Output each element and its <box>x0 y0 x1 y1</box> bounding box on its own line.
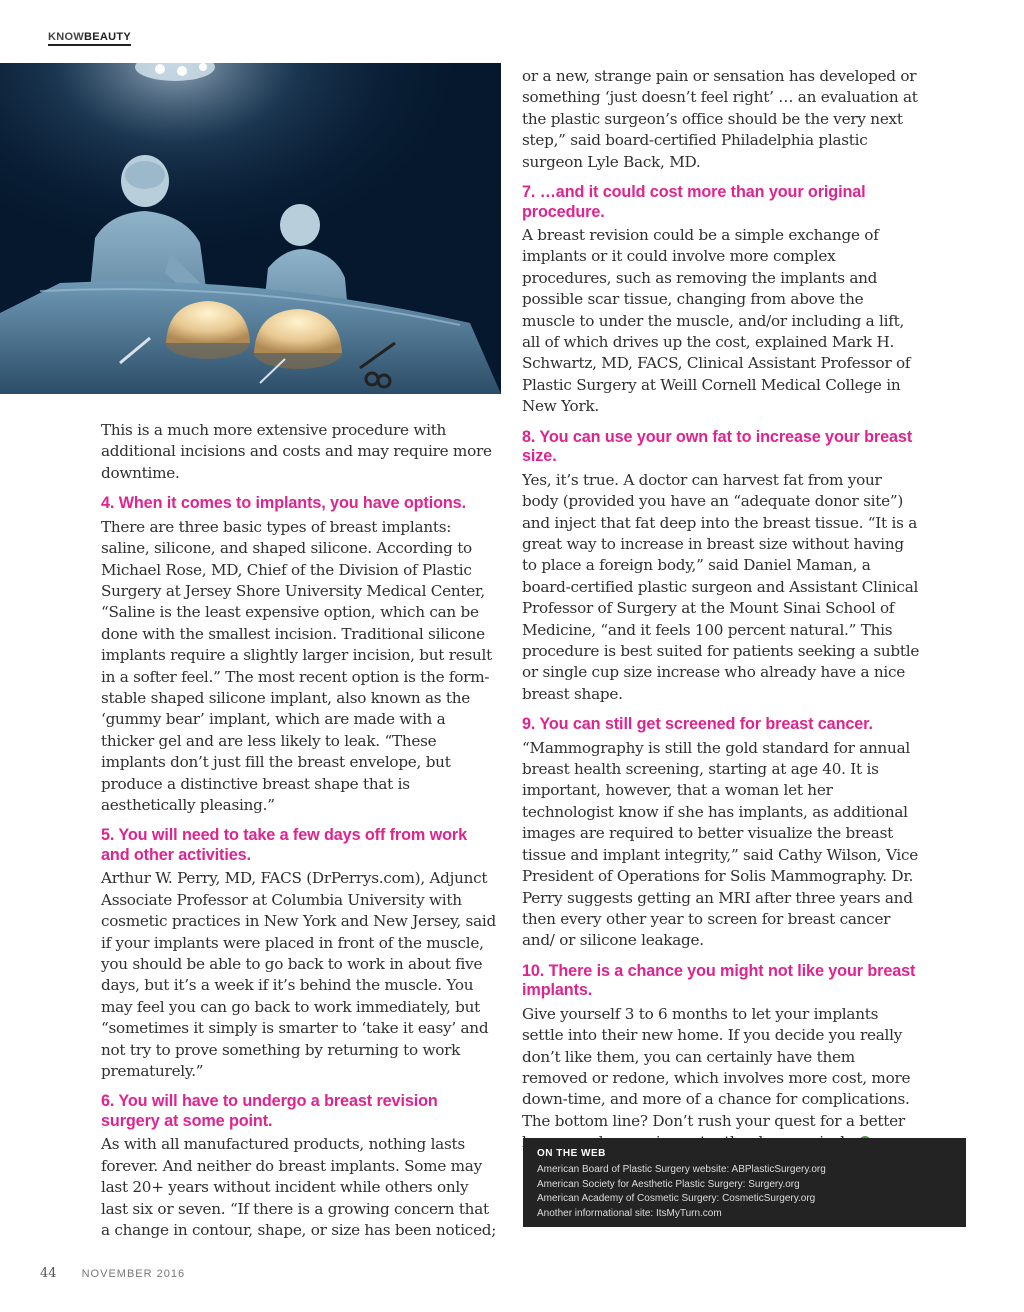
body-paragraph <box>522 225 920 418</box>
page-number: 44 <box>40 1266 57 1281</box>
heading-text: 10. There is a chance you might not like your breast implants. <box>522 961 916 1000</box>
heading-text: 7. …and it could cost more than your original procedure. <box>522 183 866 221</box>
on-the-web-title: ON THE WEB <box>537 1148 606 1159</box>
left-column <box>101 420 499 1242</box>
paragraph-text: This is a much more extensive procedure with additional incisions and costs and may require more downtime. <box>101 421 492 482</box>
heading-text: 5. You will need to take a few days off from work and other activities. <box>101 826 467 864</box>
web-resource-item: American Society for Aesthetic Plastic Surgery: Surgery.org <box>537 1178 800 1190</box>
body-paragraph <box>522 1004 920 1154</box>
section-tag-know: KNOW <box>48 31 85 43</box>
body-paragraph <box>101 1134 499 1241</box>
on-the-web-box <box>523 1138 966 1227</box>
heading-text: 6. You will have to undergo a breast revision surgery at some point. <box>101 1092 438 1130</box>
paragraph-text: Arthur W. Perry, MD, FACS (DrPerrys.com), Adjunct Associate Professor at Columbia University with cosmetic practices in New York and New Jersey, said if your implants were placed in front of the muscle, you should be able to go back to work in about five days, but it’s a week if it’s behind the muscle. You may feel you can go back to work immediately, but “sometimes it simply is smarter to ‘take it easy’ and not try to prove something by returning to work prematurely.” <box>101 869 496 1081</box>
web-resource-item: Another informational site: ItsMyTurn.com <box>537 1207 722 1219</box>
paragraph-text: There are three basic types of breast implants: saline, silicone, and shaped silicone. According to Michael Rose, MD, Chief of the Division of Plastic Surgery at Jersey Shore University Medical Center, “Saline is the least expensive option, which can be done with the smallest incision. Traditional silicone implants require a slightly larger incision, but result in a softer feel.” The most recent option is the form-stable shaped silicone implant, also known as the ‘gummy bear’ implant, which are made with a thicker gel and are less likely to leak. “These implants don’t just fill the breast envelope, but produce a distinctive breast shape that is aesthetically pleasing.” <box>101 517 493 814</box>
body-paragraph <box>522 738 920 952</box>
heading-text: 8. You can use your own fat to increase your breast size. <box>522 427 913 466</box>
body-paragraph <box>101 420 499 484</box>
body-paragraph <box>522 66 920 173</box>
paragraph-text: A breast revision could be a simple exchange of implants or it could involve more complex procedures, such as removing the implants and possible scar tissue, changing from above the muscle to under the muscle, and/or including a lift, all of which drives up the cost, explained Mark H. Schwartz, MD, FACS, Clinical Assistant Professor of Plastic Surgery at Weill Cornell Medical College in New York. <box>522 226 911 416</box>
heading-text: 9. You can still get screened for breast cancer. <box>522 715 873 734</box>
section-heading <box>101 826 499 865</box>
body-paragraph <box>522 470 920 705</box>
body-paragraph <box>101 868 499 1082</box>
section-heading <box>522 962 920 1001</box>
section-heading <box>101 494 499 514</box>
paragraph-text: Yes, it’s true. A doctor can harvest fat from your body (provided you have an “adequate donor site”) and inject that fat deep into the breast tissue. “It is a great way to increase in breast size without having to place a foreign body,” said Daniel Maman, a board-certified plastic surgeon and Assistant Clinical Professor of Surgery at the Mount Sinai School of Medicine, “and it feels 100 percent natural.” This procedure is best suited for patients seeking a subtle or single cup size increase who already have a nice breast shape. <box>522 470 920 703</box>
section-heading <box>522 183 920 222</box>
right-column <box>522 66 920 1154</box>
section-heading <box>522 428 920 467</box>
heading-text: 4. When it comes to implants, you have options. <box>101 494 466 513</box>
issue-date: NOVEMBER 2016 <box>81 1268 186 1280</box>
paragraph-text: Give yourself 3 to 6 months to let your implants settle into their new home. If you decide you really don’t like them, you can certainly have them removed or redone, which involves more cost, more down-time, and more of a chance for complications. The bottom line? Don’t rush your quest for a better <box>522 1004 911 1130</box>
page-footer <box>40 1266 185 1281</box>
section-tag <box>48 31 131 46</box>
web-resource-item: American Academy of Cosmetic Surgery: CosmeticSurgery.org <box>537 1193 816 1205</box>
section-heading <box>522 715 920 735</box>
section-tag-beauty: BEAUTY <box>84 31 132 43</box>
surgery-photo <box>0 63 501 394</box>
paragraph-text: or a new, strange pain or sensation has developed or something ‘just doesn’t feel right’ … an evaluation at the plastic surgeon’s office should be the very next step,” said board-certified Philadelphia plastic surgeon Lyle Back, MD. <box>522 67 918 171</box>
section-heading <box>101 1092 499 1131</box>
paragraph-text: “Mammography is still the gold standard for annual breast health screening, starting at age 40. It is important, however, that a woman let her technologist know if she has implants, as additional images are required to better visualize the breast tissue and implant integrity,” said Cathy Wilson, Vice President of Operations for Solis Mammography. Dr. Perry suggests getting an MRI after three years and then every other year to screen for breast cancer and/ or silicone leakage. <box>522 738 918 950</box>
paragraph-text: As with all manufactured products, nothing lasts forever. And neither do breast implants. Some may last 20+ years without incident while others only last six or seven. “If there is a growing concern that a change in contour, shape, or size has been noticed; <box>101 1135 497 1240</box>
web-resource-item: American Board of Plastic Surgery website: ABPlasticSurgery.org <box>537 1164 826 1175</box>
surgery-photo-illustration <box>0 63 501 394</box>
body-paragraph <box>101 517 499 817</box>
